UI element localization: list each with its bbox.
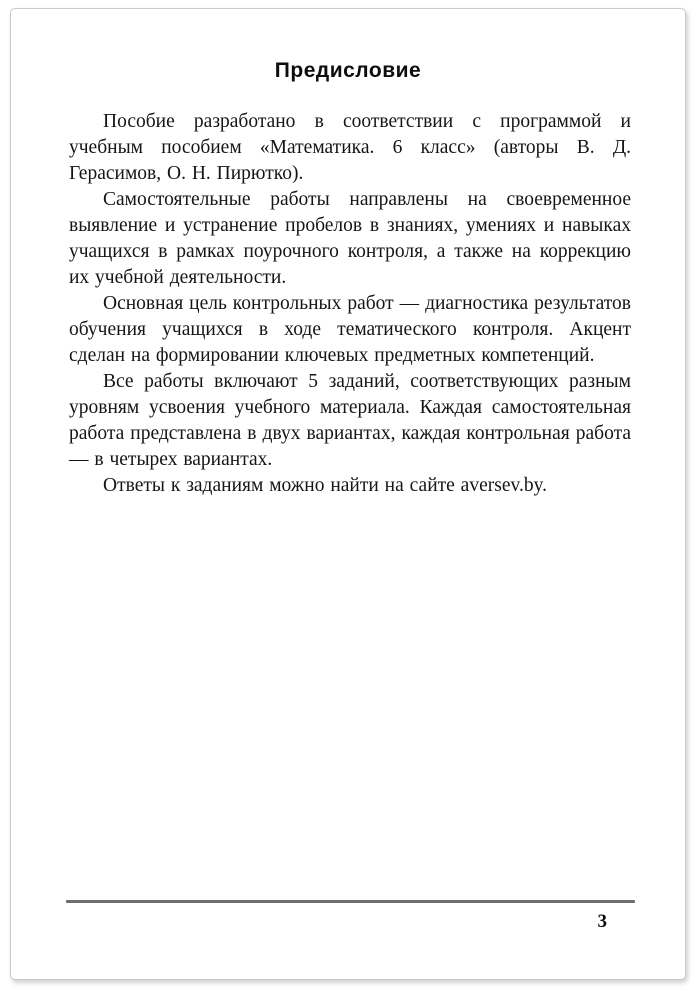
paragraph-intro: Пособие разработано в соответствии с программой и учебным пособием «Математика. 6 класс» (авторы В. Д. Герасимов, О. Н. Пирютко). bbox=[69, 111, 631, 184]
page-title: Предисловие bbox=[274, 59, 422, 82]
footer-rule bbox=[66, 900, 635, 903]
paragraph-independent-works: Самостоятельные работы направлены на своевременное выявление и устранение пробелов в знаниях, умениях и навыках учащихся в рамках поурочного контроля, а также на коррекцию их учебной деятельности. bbox=[69, 189, 631, 288]
paragraph-control-works-goal: Основная цель контрольных работ — диагностика результатов обучения учащихся в ходе тематического контроля. Акцент сделан на формировании ключевых предметных компетенций. bbox=[69, 293, 631, 366]
body-text bbox=[11, 109, 685, 499]
page-footer bbox=[66, 900, 635, 933]
book-page bbox=[10, 8, 686, 980]
page-number: 3 bbox=[597, 911, 607, 932]
paragraph-tasks-structure: Все работы включают 5 заданий, соответствующих разным уровням усвоения учебного материала. Каждая самостоятельная работа представлена в двух вариантах, каждая контрольная работа — в четырех вариантах. bbox=[69, 371, 631, 470]
paragraph-answers-site: Ответы к заданиям можно найти на сайте aversev.by. bbox=[103, 475, 547, 496]
